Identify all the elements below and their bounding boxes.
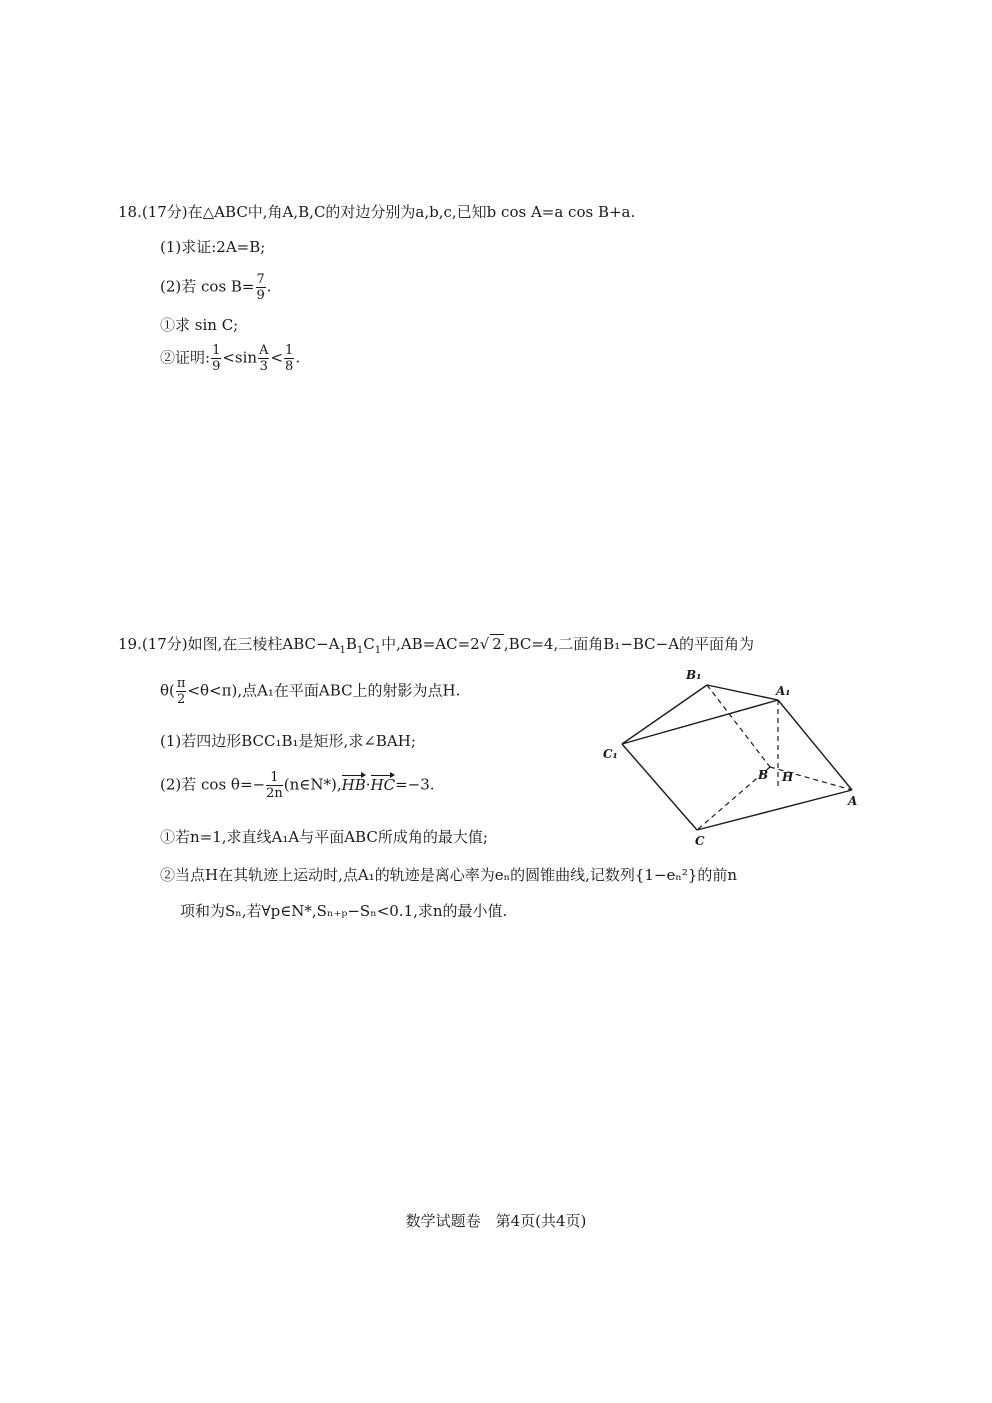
label-c: C xyxy=(695,834,705,848)
edge-b1-c1 xyxy=(622,685,707,744)
q19-part2-sub1: ①若n=1,求直线A₁A与平面ABC所成角的最大值; xyxy=(160,828,488,846)
label-c1: C₁ xyxy=(603,747,618,761)
edge-b1-a1 xyxy=(707,685,778,700)
label-a1: A₁ xyxy=(776,684,791,698)
fraction: $\frac{7}{9}$ xyxy=(256,272,265,303)
label-a: A xyxy=(848,794,858,808)
edge-c1-c xyxy=(622,744,697,830)
q18-part2-sub2: ②证明: $\frac{1}{9}$ <sin $\frac{A}{3}$ < $\frac{1}{8}$ . xyxy=(160,343,301,374)
q19-header: 19.(17分)如图,在三棱柱$ABC-A_1B_1C_1$中,AB=AC=2√ 2 ,BC=4,二面角B₁−BC−A的平面角为 xyxy=(118,635,755,656)
q19-part2: (2)若 cos θ=− $\frac{1}{2n}$ (n∈N*),HB·HC=−3. xyxy=(160,770,435,801)
prism-solid-edges xyxy=(622,685,852,830)
q18-part2: (2)若 cos B= $\frac{7}{9}$ . xyxy=(160,272,272,303)
vector-hb: HB xyxy=(342,772,366,794)
q19-part1: (1)若四边形BCC₁B₁是矩形,求∠BAH; xyxy=(160,732,416,750)
edge-b1-b xyxy=(707,685,770,767)
prism-hidden-edges xyxy=(697,685,852,830)
q18-part1: (1)求证:2A=B; xyxy=(160,238,266,256)
prism-figure xyxy=(590,655,880,850)
label-h: H xyxy=(782,770,794,784)
label-b: B xyxy=(758,768,769,782)
q18-header: 18.(17分)在△ABC中,角A,B,C的对边分别为a,b,c,已知b cos A=a cos B+a. xyxy=(118,203,636,221)
q18-part2-sub1: ①求 sin C; xyxy=(160,316,239,334)
q19-part2-sub2-cont: 项和为Sₙ,若∀p∈N*,Sₙ₊ₚ−Sₙ<0.1,求n的最小值. xyxy=(180,902,508,920)
q19-part2-sub2: ②当点H在其轨迹上运动时,点A₁的轨迹是离心率为eₙ的圆锥曲线,记数列{1−eₙ²}的前n xyxy=(160,866,738,884)
vector-hc: HC xyxy=(371,772,396,794)
page-footer: 数学试题卷 第4页(共4页) xyxy=(405,1212,587,1230)
edge-c1-a1 xyxy=(622,700,778,744)
q19-theta-line: θ( $\frac{\pi}{2}$ <θ<π),点A₁在平面ABC上的射影为点H. xyxy=(160,676,461,707)
label-b1: B₁ xyxy=(686,668,702,682)
